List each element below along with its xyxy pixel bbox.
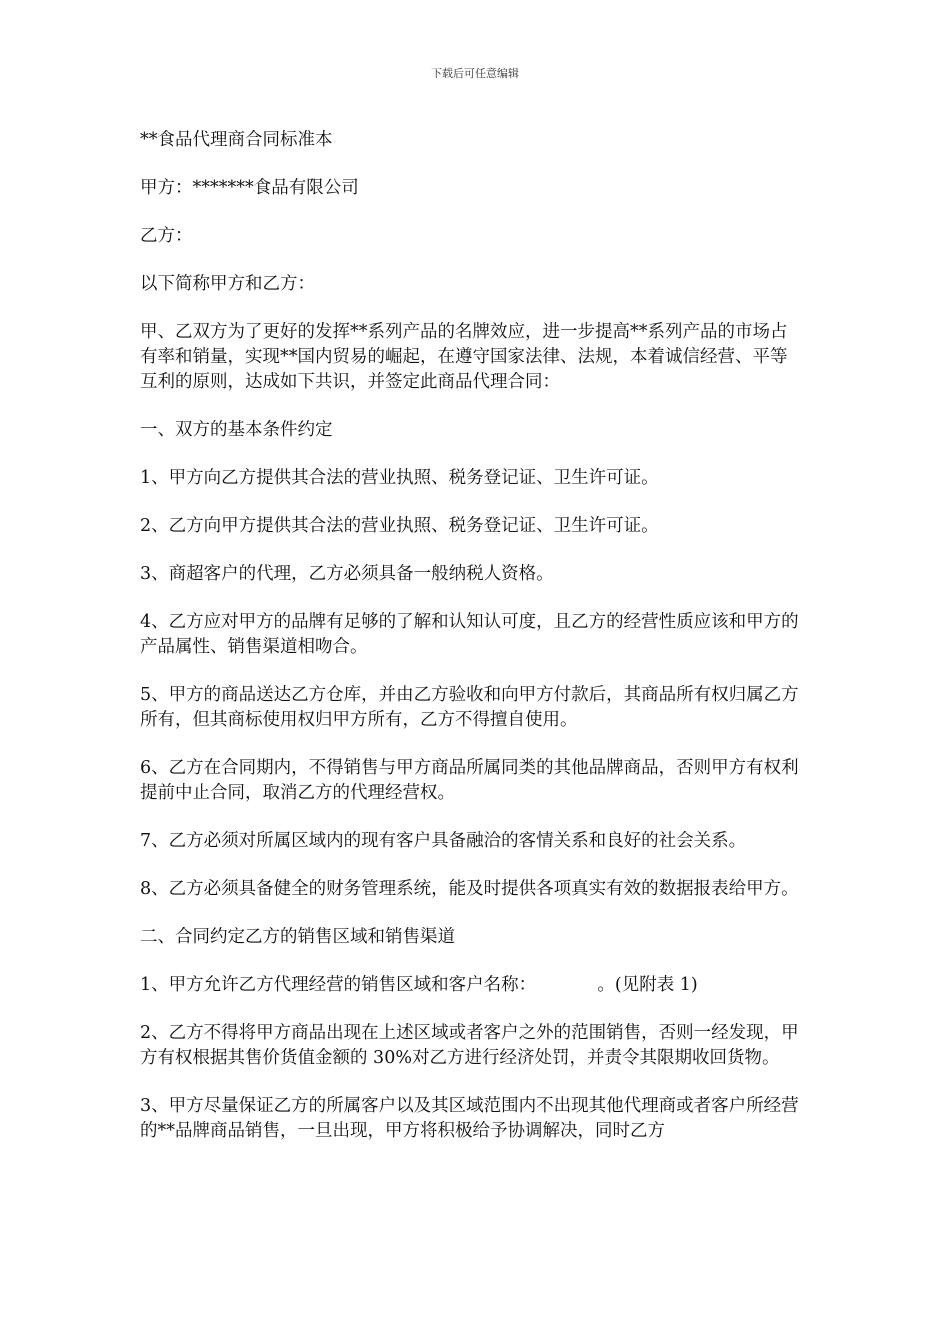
preamble-paragraph: 甲、乙双方为了更好的发挥**系列产品的名牌效应，进一步提高**系列产品的市场占有率和销量，实现**国内贸易的崛起，在遵守国家法律、法规，本着诚信经营、平等互利的原则，达成如下共识，并签定此商品代理合同： [140, 322, 788, 392]
party-a: 甲方：*******食品有限公司 [140, 178, 359, 198]
party-b: 乙方： [140, 226, 193, 246]
section-1-item: 2、乙方向甲方提供其合法的营业执照、税务登记证、卫生许可证。 [140, 516, 659, 536]
section-2-heading: 二、合同约定乙方的销售区域和销售渠道 [140, 927, 455, 947]
section-1-item: 8、乙方必须具备健全的财务管理系统，能及时提供各项真实有效的数据报表给甲方。 [140, 879, 799, 899]
section-1-item: 4、乙方应对甲方的品牌有足够的了解和认知认可度，且乙方的经营性质应该和甲方的产品属性、销售渠道相吻合。 [140, 612, 799, 657]
section-2-item: 3、甲方尽量保证乙方的所属客户以及其区域范围内不出现其他代理商或者客户所经营的**品牌商品销售，一旦出现，甲方将积极给予协调解决，同时乙方 [140, 1096, 799, 1141]
section-1-item: 1、甲方向乙方提供其合法的营业执照、税务登记证、卫生许可证。 [140, 468, 659, 488]
contract-document [140, 128, 800, 1167]
referred-as: 以下简称甲方和乙方： [140, 274, 315, 294]
section-1-item: 7、乙方必须对所属区域内的现有客户具备融洽的客情关系和良好的社会关系。 [140, 831, 747, 851]
section-2-item: 1、甲方允许乙方代理经营的销售区域和客户名称： 。(见附表 1) [140, 975, 698, 995]
section-1-item: 6、乙方在合同期内，不得销售与甲方商品所属同类的其他品牌商品，否则甲方有权利提前中止合同，取消乙方的代理经营权。 [140, 758, 799, 803]
page-header-note: 下载后可任意编辑 [431, 67, 519, 80]
section-2-item: 2、乙方不得将甲方商品出现在上述区域或者客户之外的范围销售，否则一经发现，甲方有权根据其售价货值金额的 30%对乙方进行经济处罚，并责令其限期收回货物。 [140, 1023, 799, 1068]
section-1-item: 5、甲方的商品送达乙方仓库，并由乙方验收和向甲方付款后，其商品所有权归属乙方所有，但其商标使用权归甲方所有，乙方不得擅自使用。 [140, 685, 799, 730]
section-1-heading: 一、双方的基本条件约定 [140, 420, 333, 440]
section-1-item: 3、商超客户的代理，乙方必须具备一般纳税人资格。 [140, 564, 554, 584]
document-title: **食品代理商合同标准本 [140, 130, 333, 150]
